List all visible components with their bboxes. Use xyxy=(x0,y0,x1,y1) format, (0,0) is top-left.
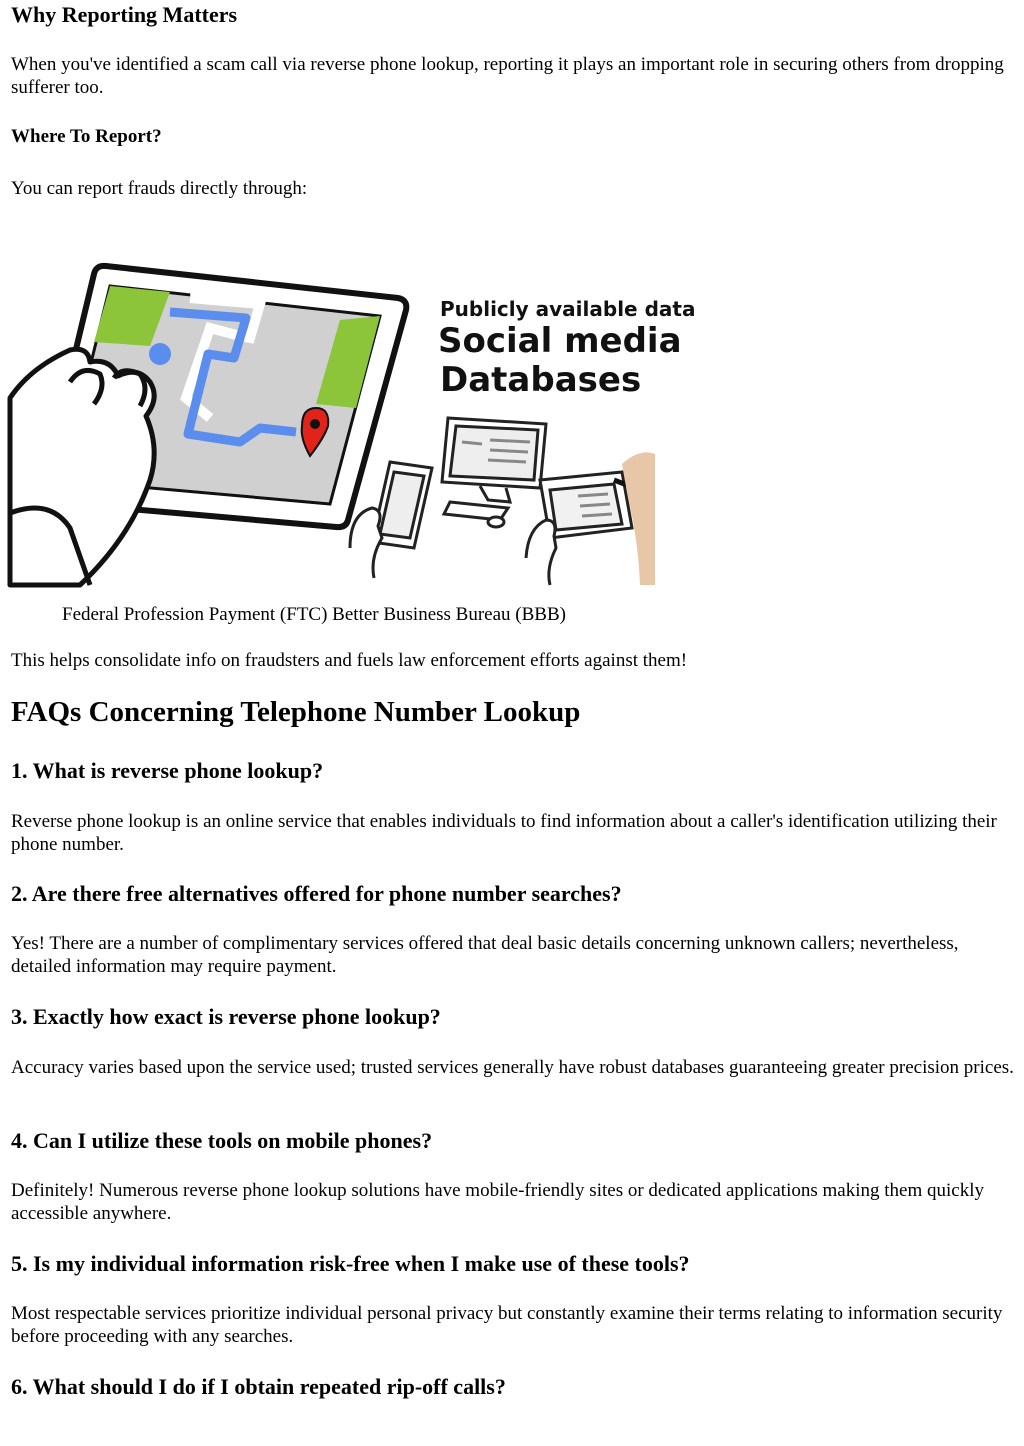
conclusion-paragraph: This helps consolidate info on fraudsters and fuels law enforcement efforts against them! xyxy=(11,650,688,671)
reporting-agencies-list: Federal Profession Payment (FTC) Better Business Bureau (BBB) xyxy=(62,604,566,625)
illus-text-line3: Databases xyxy=(440,360,642,400)
where-to-report-heading: Where To Report? xyxy=(11,126,162,147)
faq-answer-3: Accuracy varies based upon the service used; trusted services generally have robust databases guaranteeing greater precision prices. xyxy=(11,1057,1014,1078)
faq-question-6: 6. What should I do if I obtain repeated rip-off calls? xyxy=(11,1374,506,1399)
tablet-pen-icon xyxy=(526,452,655,585)
section-heading: Why Reporting Matters xyxy=(11,2,238,27)
intro-paragraph: When you've identified a scam call via reverse phone lookup, reporting it plays an important role in securing others from dropping sufferer too. xyxy=(11,54,1004,98)
faq-heading: FAQs Concerning Telephone Number Lookup xyxy=(11,696,581,728)
faq-question-1: 1. What is reverse phone lookup? xyxy=(11,758,324,783)
illustration-svg xyxy=(10,258,696,585)
faq-question-3: 3. Exactly how exact is reverse phone lookup? xyxy=(11,1004,441,1029)
report-lead-text: You can report frauds directly through: xyxy=(11,178,308,199)
faq-question-4: 4. Can I utilize these tools on mobile phones? xyxy=(11,1128,433,1153)
illus-text-line2: Social media xyxy=(438,321,682,361)
computer-monitor-icon xyxy=(442,418,546,527)
faq-question-2: 2. Are there free alternatives offered for phone number searches? xyxy=(11,881,622,906)
faq-answer-1: Reverse phone lookup is an online service that enables individuals to find information about a caller's identification utilizing their phone number. xyxy=(11,811,997,855)
lookup-illustration xyxy=(10,258,696,585)
faq-answer-2: Yes! There are a number of complimentary services offered that deal basic details concerning unknown callers; nevertheless, detailed information may require payment. xyxy=(11,933,959,977)
hands-icon xyxy=(10,349,154,585)
faq-answer-5: Most respectable services prioritize individual personal privacy but constantly examine their terms relating to information security before proceeding with any searches. xyxy=(11,1303,1003,1347)
faq-answer-4: Definitely! Numerous reverse phone lookup solutions have mobile-friendly sites or dedicated applications making them quickly accessible anywhere. xyxy=(11,1180,984,1224)
faq-question-5: 5. Is my individual information risk-free when I make use of these tools? xyxy=(11,1251,690,1276)
illus-text-line1: Publicly available data xyxy=(440,297,696,321)
